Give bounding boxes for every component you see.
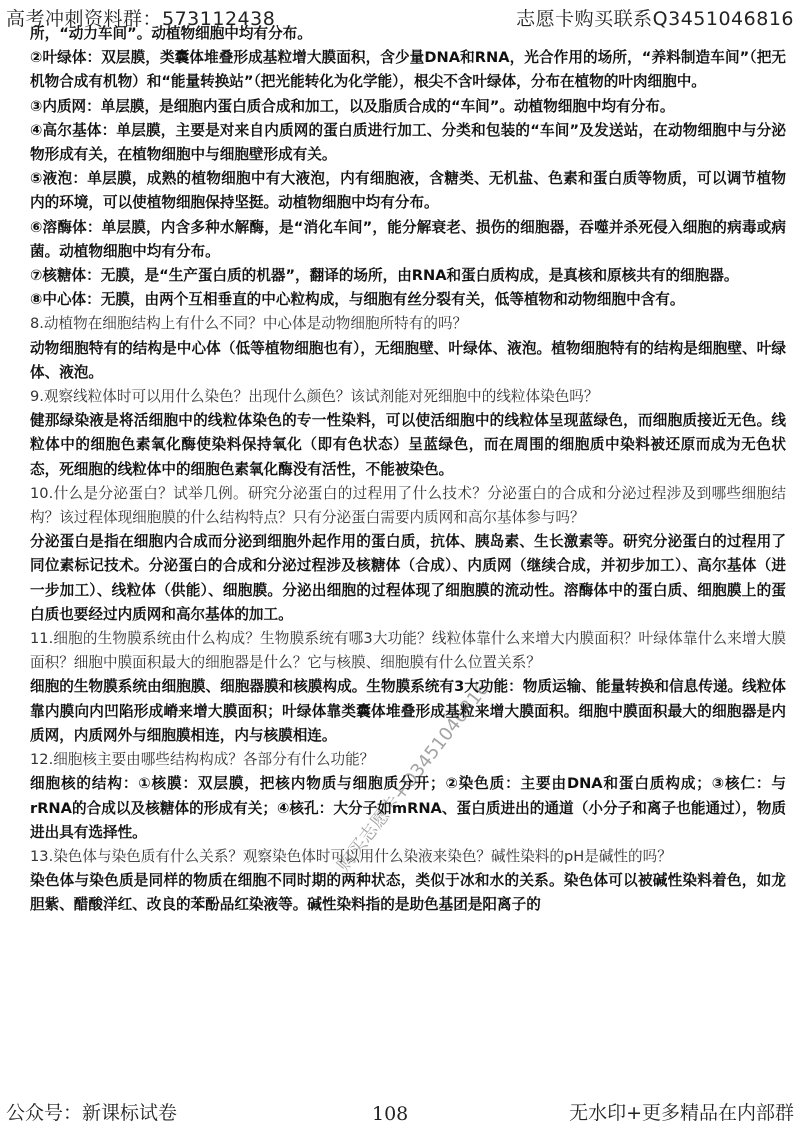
answer-paragraph: 染色体与染色质是同样的物质在细胞不同时期的两种状态，类似于冰和水的关系。染色体可以被碱性染料着色，如龙胆紫、醋酸洋红、改良的苯酚品红染液等。碱性染料指的是助色基团是阳离子的 (30, 872, 786, 914)
question-paragraph: 8.动植物在细胞结构上有什么不同？中心体是动物细胞所特有的吗？ (30, 315, 468, 333)
answer-paragraph: ④高尔基体：单层膜，主要是对来自内质网的蛋白质进行加工、分类和包装的“车间”及发送站，在动物细胞中与分泌物形成有关，在植物细胞中与细胞壁形成有关。 (30, 121, 786, 164)
diagonal-watermark: 购买志愿卡+Q3451046816 (333, 678, 494, 876)
footer-promo: 无水印+更多精品在内部群 (569, 1102, 794, 1124)
question-paragraph: 12.细胞核主要由哪些结构构成？各部分有什么功能？ (30, 751, 375, 769)
answer-paragraph: 细胞的生物膜系统由细胞膜、细胞器膜和核膜构成。生物膜系统有3大功能：物质运输、能量转换和信息传递。线粒体靠内膜向内凹陷形成嵴来增大膜面积；叶绿体靠类囊体堆叠形成基粒来增大膜面积。细胞中膜面积最大的细胞器是内质网，内质网外与细胞膜相连，内与核膜相连。 (30, 678, 786, 744)
answer-paragraph: 所，“动力车间”。动植物细胞中均有分布。 (30, 25, 312, 42)
page-number: 108 (372, 1103, 409, 1125)
answer-paragraph: 细胞核的结构：①核膜：双层膜，把核内物质与细胞质分开；②染色质：主要由DNA和蛋白质构成；③核仁：与rRNA的合成以及核糖体的形成有关；④核孔：大分子如mRNA、蛋白质进出的通道（小分子和离子也能通过），物质进出具有选择性。 (30, 775, 786, 841)
answer-paragraph: ②叶绿体：双层膜，类囊体堆叠形成基粒增大膜面积，含少量DNA和RNA，光合作用的场所，“养料制造车间”（把无机物合成有机物）和“能量转换站”（把光能转化为化学能），根尖不含叶绿体，分布在植物的叶肉细胞中。 (30, 49, 786, 91)
answer-paragraph: 分泌蛋白是指在细胞内合成而分泌到细胞外起作用的蛋白质，抗体、胰岛素、生长激素等。研究分泌蛋白的过程用了同位素标记技术。分泌蛋白的合成和分泌过程涉及核糖体（合成）、内质网（继续合成，并初步加工）、高尔基体（进一步加工）、线粒体（供能）、细胞膜。分泌出细胞的过程体现了细胞膜的流动性。溶酶体中的蛋白质、细胞膜上的蛋白质也要经过内质网和高尔基体的加工。 (30, 533, 786, 623)
question-paragraph: 11.细胞的生物膜系统由什么构成？生物膜系统有哪3大功能？线粒体靠什么来增大内膜面积？叶绿体靠什么来增大膜面积？细胞中膜面积最大的细胞器是什么？它与核膜、细胞膜有什么位置关系？ (30, 630, 786, 672)
answer-paragraph: ⑤液泡：单层膜，成熟的植物细胞中有大液泡，内有细胞液，含糖类、无机盐、色素和蛋白质等物质，可以调节植物内的环境，可以使植物细胞保持坚挺。动植物细胞中均有分布。 (30, 170, 786, 212)
question-paragraph: 13.染色体与染色质有什么关系？观察染色体时可以用什么染液来染色？碱性染料的pH是碱性的吗？ (30, 847, 672, 865)
answer-paragraph: ⑥溶酶体：单层膜，内含多种水解酶，是“消化车间”，能分解衰老、损伤的细胞器，吞噬并杀死侵入细胞的病毒或病菌。动植物细胞中均有分布。 (30, 218, 786, 260)
answer-paragraph: ⑧中心体：无膜，由两个互相垂直的中心粒构成，与细胞有丝分裂有关，低等植物和动物细胞中含有。 (30, 291, 685, 309)
answer-paragraph: ⑦核糖体：无膜，是“生产蛋白质的机器”，翻译的场所，由RNA和蛋白质构成，是真核和原核共有的细胞器。 (30, 267, 739, 285)
answer-paragraph: 健那绿染液是将活细胞中的线粒体染色的专一性染料，可以使活细胞中的线粒体呈现蓝绿色，而细胞质接近无色。线粒体中的细胞色素氧化酶使染料保持氧化（即有色状态）呈蓝绿色，而在周围的细胞质中染料被还原而成为无色状态，死细胞的线粒体中的细胞色素氧化酶没有活性，不能被染色。 (30, 412, 786, 478)
answer-paragraph: 动物细胞特有的结构是中心体（低等植物细胞也有），无细胞壁、叶绿体、液泡。植物细胞特有的结构是细胞壁、叶绿体、液泡。 (30, 339, 786, 381)
question-paragraph: 10.什么是分泌蛋白？试举几例。研究分泌蛋白的过程用了什么技术？分泌蛋白的合成和分泌过程涉及到哪些细胞结构？该过程体现细胞膜的什么结构特点？只有分泌蛋白需要内质网和高尔基体参与吗？ (30, 484, 786, 527)
header-contact-promo: 志愿卡购买联系Q3451046816 (516, 8, 794, 30)
header-group-promo: 高考冲刺资料群：573112438 (6, 8, 276, 30)
answer-paragraph: ③内质网：单层膜，是细胞内蛋白质合成和加工，以及脂质合成的“车间”。动植物细胞中均有分布。 (30, 97, 675, 115)
question-paragraph: 9.观察线粒体时可以用什么染色？出现什么颜色？该试剂能对死细胞中的线粒体染色吗？ (30, 388, 599, 406)
footer-account: 公众号：新课标试卷 (6, 1102, 178, 1124)
